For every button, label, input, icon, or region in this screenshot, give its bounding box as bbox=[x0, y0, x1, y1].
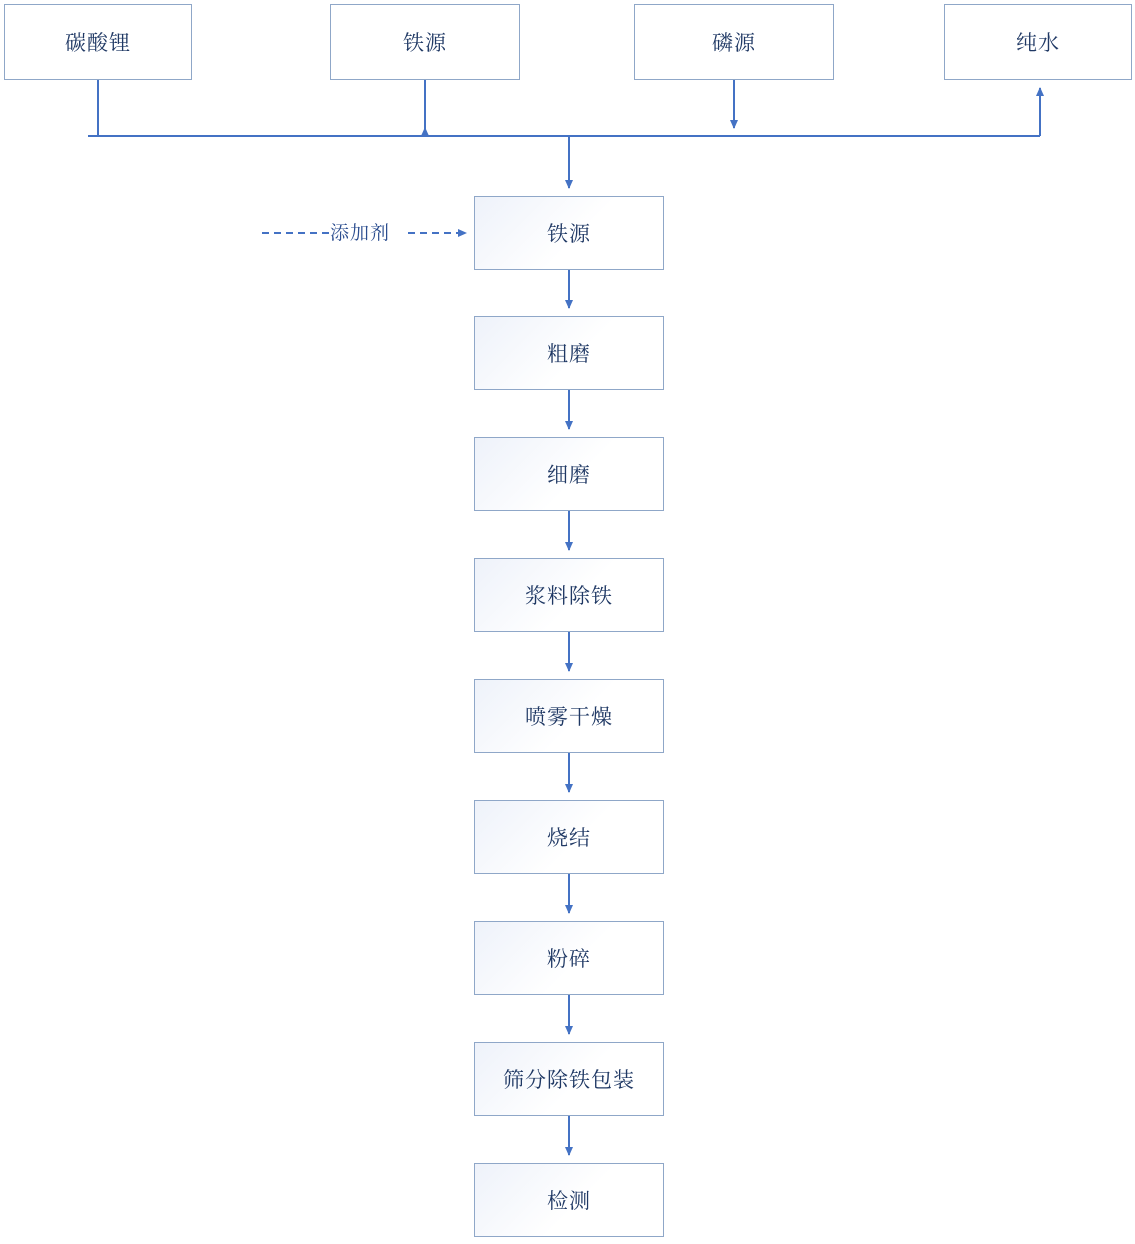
process-node-coarse-grinding[interactable] bbox=[474, 316, 664, 390]
process-node-label: 筛分除铁包装 bbox=[503, 1069, 635, 1092]
process-node-fine-grinding[interactable] bbox=[474, 437, 664, 511]
edge-label-text: 添加剂 bbox=[330, 223, 391, 244]
process-node-sintering[interactable] bbox=[474, 800, 664, 874]
input-node-label: 碳酸锂 bbox=[65, 32, 131, 55]
process-node-label: 检测 bbox=[547, 1190, 591, 1213]
process-node-label: 浆料除铁 bbox=[525, 585, 613, 608]
input-node-1[interactable] bbox=[330, 4, 520, 80]
process-node-sieving-iron-removal-packaging[interactable] bbox=[474, 1042, 664, 1116]
process-node-label: 粉碎 bbox=[547, 948, 591, 971]
process-node-spray-drying[interactable] bbox=[474, 679, 664, 753]
process-node-label: 细磨 bbox=[547, 464, 591, 487]
process-node-iron-source[interactable] bbox=[474, 196, 664, 270]
input-node-0[interactable] bbox=[4, 4, 192, 80]
process-node-label: 烧结 bbox=[547, 827, 591, 850]
input-node-label: 磷源 bbox=[712, 32, 756, 55]
process-node-inspection[interactable] bbox=[474, 1163, 664, 1237]
process-node-slurry-iron-removal[interactable] bbox=[474, 558, 664, 632]
process-node-label: 喷雾干燥 bbox=[525, 706, 613, 729]
input-node-label: 纯水 bbox=[1016, 32, 1060, 55]
connector-bus bbox=[88, 80, 1040, 188]
process-node-label: 粗磨 bbox=[547, 343, 591, 366]
process-node-label: 铁源 bbox=[547, 223, 591, 246]
process-node-crushing[interactable] bbox=[474, 921, 664, 995]
edge-label-additive bbox=[330, 218, 390, 245]
input-node-2[interactable] bbox=[634, 4, 834, 80]
input-node-3[interactable] bbox=[944, 4, 1132, 80]
input-node-label: 铁源 bbox=[403, 32, 447, 55]
